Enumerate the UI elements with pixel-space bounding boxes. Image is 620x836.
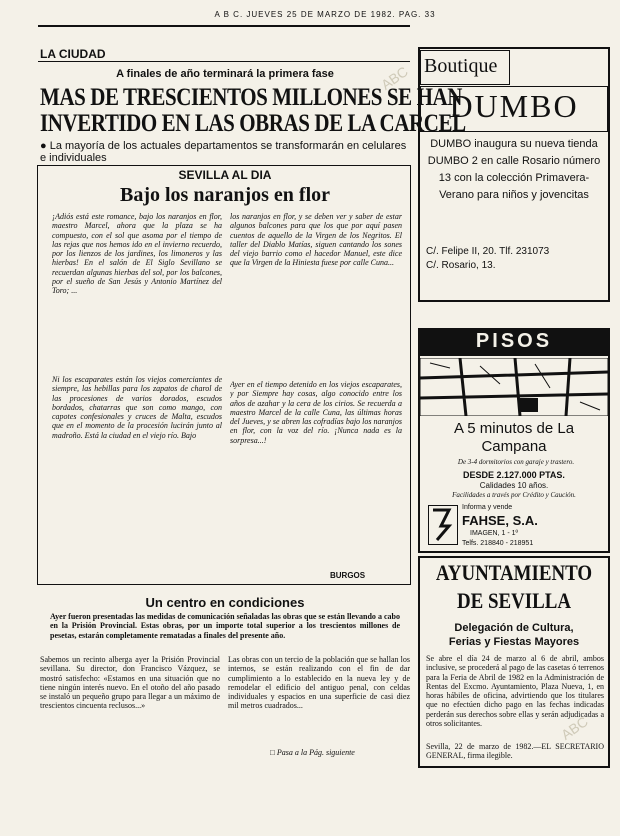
boutique-text: DUMBO inaugura su nueva tienda DUMBO 2 en calle Rosario número 13 con la colección Primavera-Verano para niños y jovencitas [427, 138, 601, 201]
ayuntamiento-sub-1: Delegación de Cultura, [454, 622, 574, 634]
ayuntamiento-title-2: DE SEVILLA [456, 588, 572, 613]
column-text-1: ¡Adiós está este romance, bajo los naranjos en flor, maestro Marcel, ahora que la plaza se ha compuesto, con el sol que asoma por el tiempo de las rejas que nos hemos ido en el invierno recuerdo, por los lienzos de los jardines, los limoneros y las hierbas! En el salón de El Siglo Sevillano se recuerdan algunas hierbas del sol, por los balcones, por el sueño de San Jesús y Antonio Martínez del Toro; ... [52, 212, 222, 296]
bullet-icon: ● [40, 140, 47, 152]
bullet-point [40, 140, 410, 164]
watermark-2: ABC [558, 713, 591, 743]
fahse-logo [428, 505, 458, 545]
ayuntamiento-body: Se abre el día 24 de marzo al 6 de abril, ambos inclusive, se procederá al pago de las casetas ó terrenos para la Feria de Abril de 1982 en la Administración de Rentas del Excmo. Ayuntamiento, Plaza Nueva, 1, en horas hábiles de oficina, advirtiendo que los titulares que no efectúen dicho pago en las fechas indicadas perderán sus derechos sobre ellas y serán adjudicadas a otros solicitantes. [426, 654, 604, 729]
pisos-headline: A 5 minutos de La Campana [453, 420, 575, 455]
column-title: Bajo los naranjos en flor [120, 184, 330, 206]
boutique-address-1: C/. Felipe II, 20. Tlf. 231073 [426, 246, 550, 257]
headline-line-1: MAS DE TRESCIENTOS MILLONES SE HAN [40, 84, 462, 111]
column-signature: BURGOS [330, 571, 366, 580]
fahse-logo-icon [429, 506, 456, 543]
header-rule [38, 25, 410, 27]
column-text-2: los naranjos en flor, y se deben ver y saber de estar algunos balcones para que los que por aquí pasen cuentos de aquello de la Virgen de los Negritos. El taller del Diablo Matías, siguen cantando los sones del viejo barrio como el hacedor Manuel, este dice que la Virgen de la Hiniesta fuese por calle Cuna... [230, 212, 402, 268]
sub-continue-text: Pasa a la Pág. siguiente [276, 748, 355, 757]
sub-text-1: Sabemos un recinto alberga ayer la Prisión Provincial sevillana. Su director, don Francisco Vázquez, se mostró satisfecho: «Estamos en una situación que no tiene ningún interés nuevo. En el otoño del año pasado se instaló un pequeño grupo para llegar a un máximo de trescientos cincuenta reclusos...» [40, 655, 220, 711]
ayuntamiento-title-1: AYUNTAMIENTO [435, 560, 593, 585]
watermark: ABC [378, 63, 411, 93]
sub-text-2: Las obras con un tercio de la población que se hallan los internos, se están realizando con el fin de dar cumplimiento a lo establecido en la nueva ley y de remodelar el edificio del antiguo penal, con celdas individuales y espacios en una superficie de casi diez mil metros cuadrados... [228, 655, 410, 711]
square-icon: □ [270, 748, 275, 757]
column-text-1b: Ni los escaparates están los viejos comerciantes de siempre, las hebillas para los zapatos de charol de las procesiones de varios dorados, escudos bordados, chatarras que son como mango, con capotes confesionales y cruces de Malta, escudos que en el momento de la procesión lucirán junto al madroño. Está la ciudad en el viejo río. Bajo [52, 375, 222, 440]
headline-line-2: INVERTIDO EN LAS OBRAS DE LA CARCEL [40, 110, 466, 137]
section-rule [38, 61, 410, 62]
ayuntamiento-sub-2: Ferias y Fiestas Mayores [448, 636, 580, 648]
sub-continue [270, 748, 355, 757]
pisos-company-address: IMAGEN, 1 - 1º [470, 530, 519, 537]
boutique-address-2: C/. Rosario, 13. [426, 260, 496, 271]
column-text-2b: Ayer en el tiempo detenido en los viejos escaparates, y por Siempre hay cosas, algo conocido entre los años de azahar y la cera de los cirios. Se recuerda a maestro Marcel de la calle Cuna, las últimas horas del Jueves, y se abren las cofradías bajo los naranjos en flor, con la voz del río. ¡Nunca nada es la sorpresa...! [230, 380, 402, 445]
pisos-phones: Telfs. 218840 - 218951 [462, 540, 534, 547]
pisos-detail: De 3-4 dormitorios con garaje y trastero. [457, 458, 575, 466]
pisos-quality: Calidades 10 años. [479, 481, 549, 490]
ayuntamiento-signature: Sevilla, 22 de marzo de 1982.—EL SECRETARIO GENERAL, firma ilegible. [426, 742, 604, 761]
pisos-company: FAHSE, S.A. [462, 513, 538, 528]
pisos-title: PISOS [420, 330, 608, 356]
pisos-financing: Facilidades a través por Crédito y Caución. [452, 491, 576, 499]
boutique-label: Boutique [424, 55, 498, 77]
section-label: LA CIUDAD [40, 47, 106, 61]
page-header: A B C. JUEVES 25 DE MARZO DE 1982. PAG. 33 [214, 10, 436, 19]
boutique-brand: DUMBO [449, 88, 579, 124]
sub-title: Un centro en condiciones [145, 595, 305, 610]
pisos-info: Informa y vende [462, 504, 513, 511]
pisos-price: DESDE 2.127.000 PTAS. [463, 470, 565, 480]
bullet-text: La mayoría de los actuales departamentos se transformarán en celulares e individuales [40, 140, 407, 164]
kicker: A finales de año terminará la primera fase [116, 68, 334, 80]
column-label: SEVILLA AL DIA [178, 168, 272, 182]
location-map [420, 358, 608, 416]
sub-lead: Ayer fueron presentadas las medidas de comunicación señaladas las obras que se están llevando a cabo en la Prisión Provincial. Estas obras, por un importe total superior a los trescientos millones de pesetas, estarán completamente rematadas a finales del presente año. [50, 612, 400, 640]
